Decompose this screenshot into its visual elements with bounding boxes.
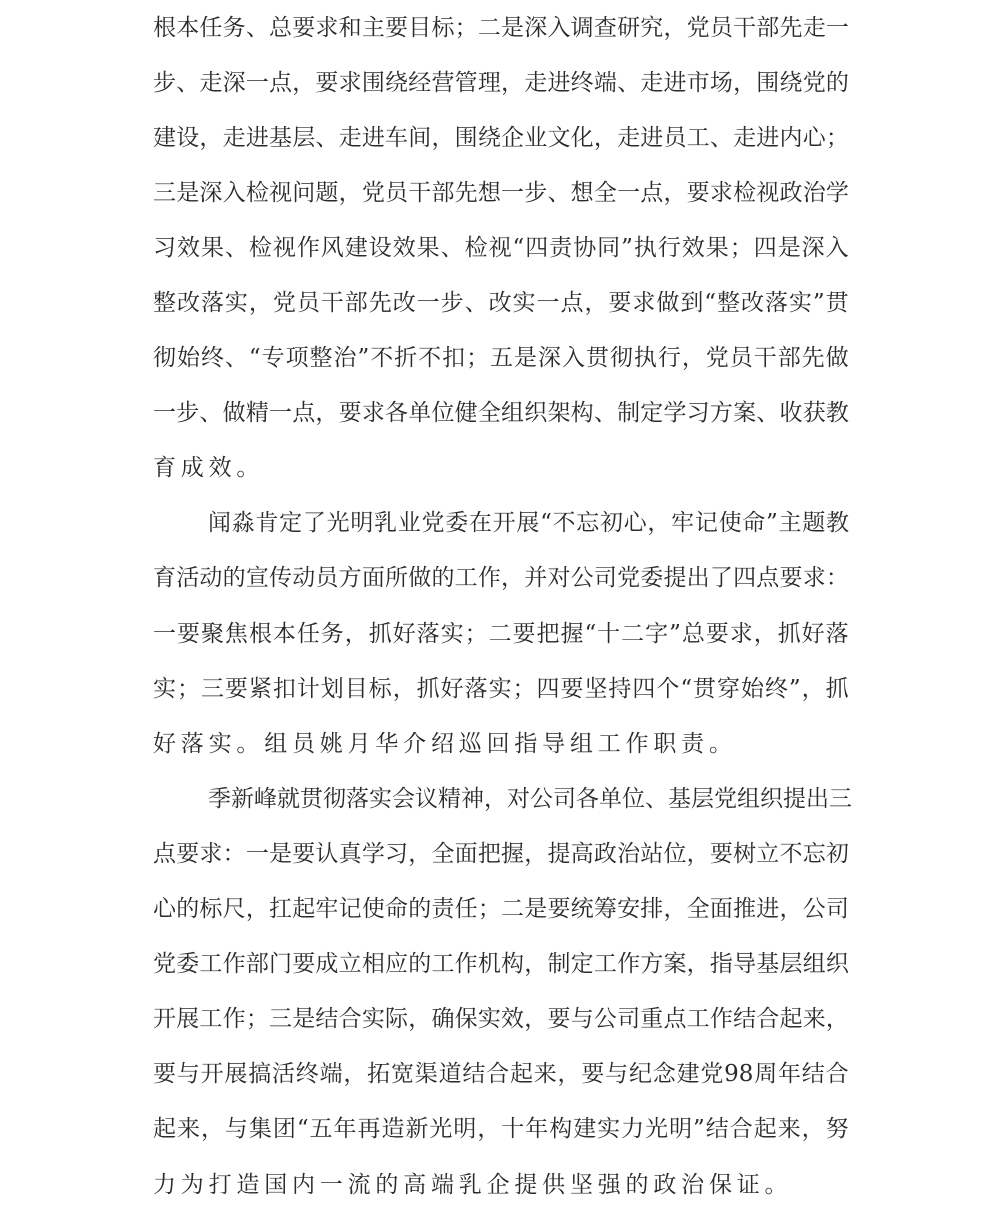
text-line: 党 委 工 作 部 门 要 成 立 相 应 的 工 作 机 构 ， 制 定 工 作 方 案 ， 指 导 基 层 组 织	[153, 951, 849, 978]
text-line: 根 本 任 务 、 总 要 求 和 主 要 目 标 ； 二 是 深 入 调 查 研 究 ， 党 员 干 部 先 走 一	[153, 14, 849, 41]
text-line: 三 是 深 入 检 视 问 题 ， 党 员 干 部 先 想 一 步 、 想 全 一 点 ， 要 求 检 视 政 治 学	[153, 179, 849, 206]
paragraph	[153, 496, 849, 771]
text-line: 心 的 标 尺 ， 扛 起 牢 记 使 命 的 责 任 ； 二 是 要 统 筹 安 排 ， 全 面 推 进 ， 公 司	[153, 896, 849, 923]
text-line: 步 、 走 深 一 点 ， 要 求 围 绕 经 营 管 理 ， 走 进 终 端 、 走 进 市 场 ， 围 绕 党 的	[153, 69, 849, 96]
paragraph	[153, 0, 849, 496]
text-line: 开 展 工 作 ； 三 是 结 合 实 际 ， 确 保 实 效 ， 要 与 公 司 重 点 工 作 结 合 起 来 ，	[153, 1006, 849, 1033]
text-line: 好 落 实 。 组 员 姚 月 华 介 绍 巡 回 指 导 组 工 作 职 责 。	[153, 730, 732, 757]
text-line: 实 ； 三 要 紧 扣 计 划 目 标 ， 抓 好 落 实 ； 四 要 坚 持 四 个 “ 贯 穿 始 终 ” ， 抓	[153, 675, 849, 702]
text-line: 育 成 效 。	[153, 455, 260, 482]
text-line: 点 要 求 ： 一 是 要 认 真 学 习 ， 全 面 把 握 ， 提 高 政 治 站 位 ， 要 树 立 不 忘 初	[153, 840, 849, 867]
text-line: 习 效 果 、 检 视 作 风 建 设 效 果 、 检 视 “ 四 责 协 同 ” 执 行 效 果 ； 四 是 深 入	[153, 234, 849, 261]
text-line: 一 步 、 做 精 一 点 ， 要 求 各 单 位 健 全 组 织 架 构 、 制 定 学 习 方 案 、 收 获 教	[153, 400, 849, 427]
text-line: 起 来 ， 与 集 团 “ 五 年 再 造 新 光 明 ， 十 年 构 建 实 力 光 明 ” 结 合 起 来 ， 努	[153, 1116, 849, 1143]
document-body	[153, 0, 852, 1212]
text-line: 要 与 开 展 搞 活 终 端 ， 拓 宽 渠 道 结 合 起 来 ， 要 与 纪 念 建 党 98 周 年 结 合	[153, 1061, 849, 1088]
text-line: 一 要 聚 焦 根 本 任 务 ， 抓 好 落 实 ； 二 要 把 握 “ 十 二 字 ” 总 要 求 ， 抓 好 落	[153, 620, 849, 647]
text-line: 力 为 打 造 国 内 一 流 的 高 端 乳 企 提 供 坚 强 的 政 治 保 证 。	[153, 1171, 788, 1198]
text-line: 整 改 落 实 ， 党 员 干 部 先 改 一 步 、 改 实 一 点 ， 要 求 做 到 “ 整 改 落 实 ” 贯	[153, 290, 849, 317]
text-line: 育 活 动 的 宣 传 动 员 方 面 所 做 的 工 作 ， 并 对 公 司 党 委 提 出 了 四 点 要 求 ：	[153, 565, 849, 592]
text-line: 闻 淼 肯 定 了 光 明 乳 业 党 委 在 开 展 “ 不 忘 初 心 ， 牢 记 使 命 ” 主 题 教	[208, 510, 849, 537]
text-line: 季 新 峰 就 贯 彻 落 实 会 议 精 神 ， 对 公 司 各 单 位 、 基 层 党 组 织 提 出 三	[208, 785, 852, 812]
text-line: 建 设 ， 走 进 基 层 、 走 进 车 间 ， 围 绕 企 业 文 化 ， 走 进 员 工 、 走 进 内 心 ；	[153, 124, 849, 151]
text-line: 彻 始 终 、 “ 专 项 整 治 ” 不 折 不 扣 ； 五 是 深 入 贯 彻 执 行 ， 党 员 干 部 先 做	[153, 345, 849, 372]
paragraph	[153, 771, 852, 1212]
